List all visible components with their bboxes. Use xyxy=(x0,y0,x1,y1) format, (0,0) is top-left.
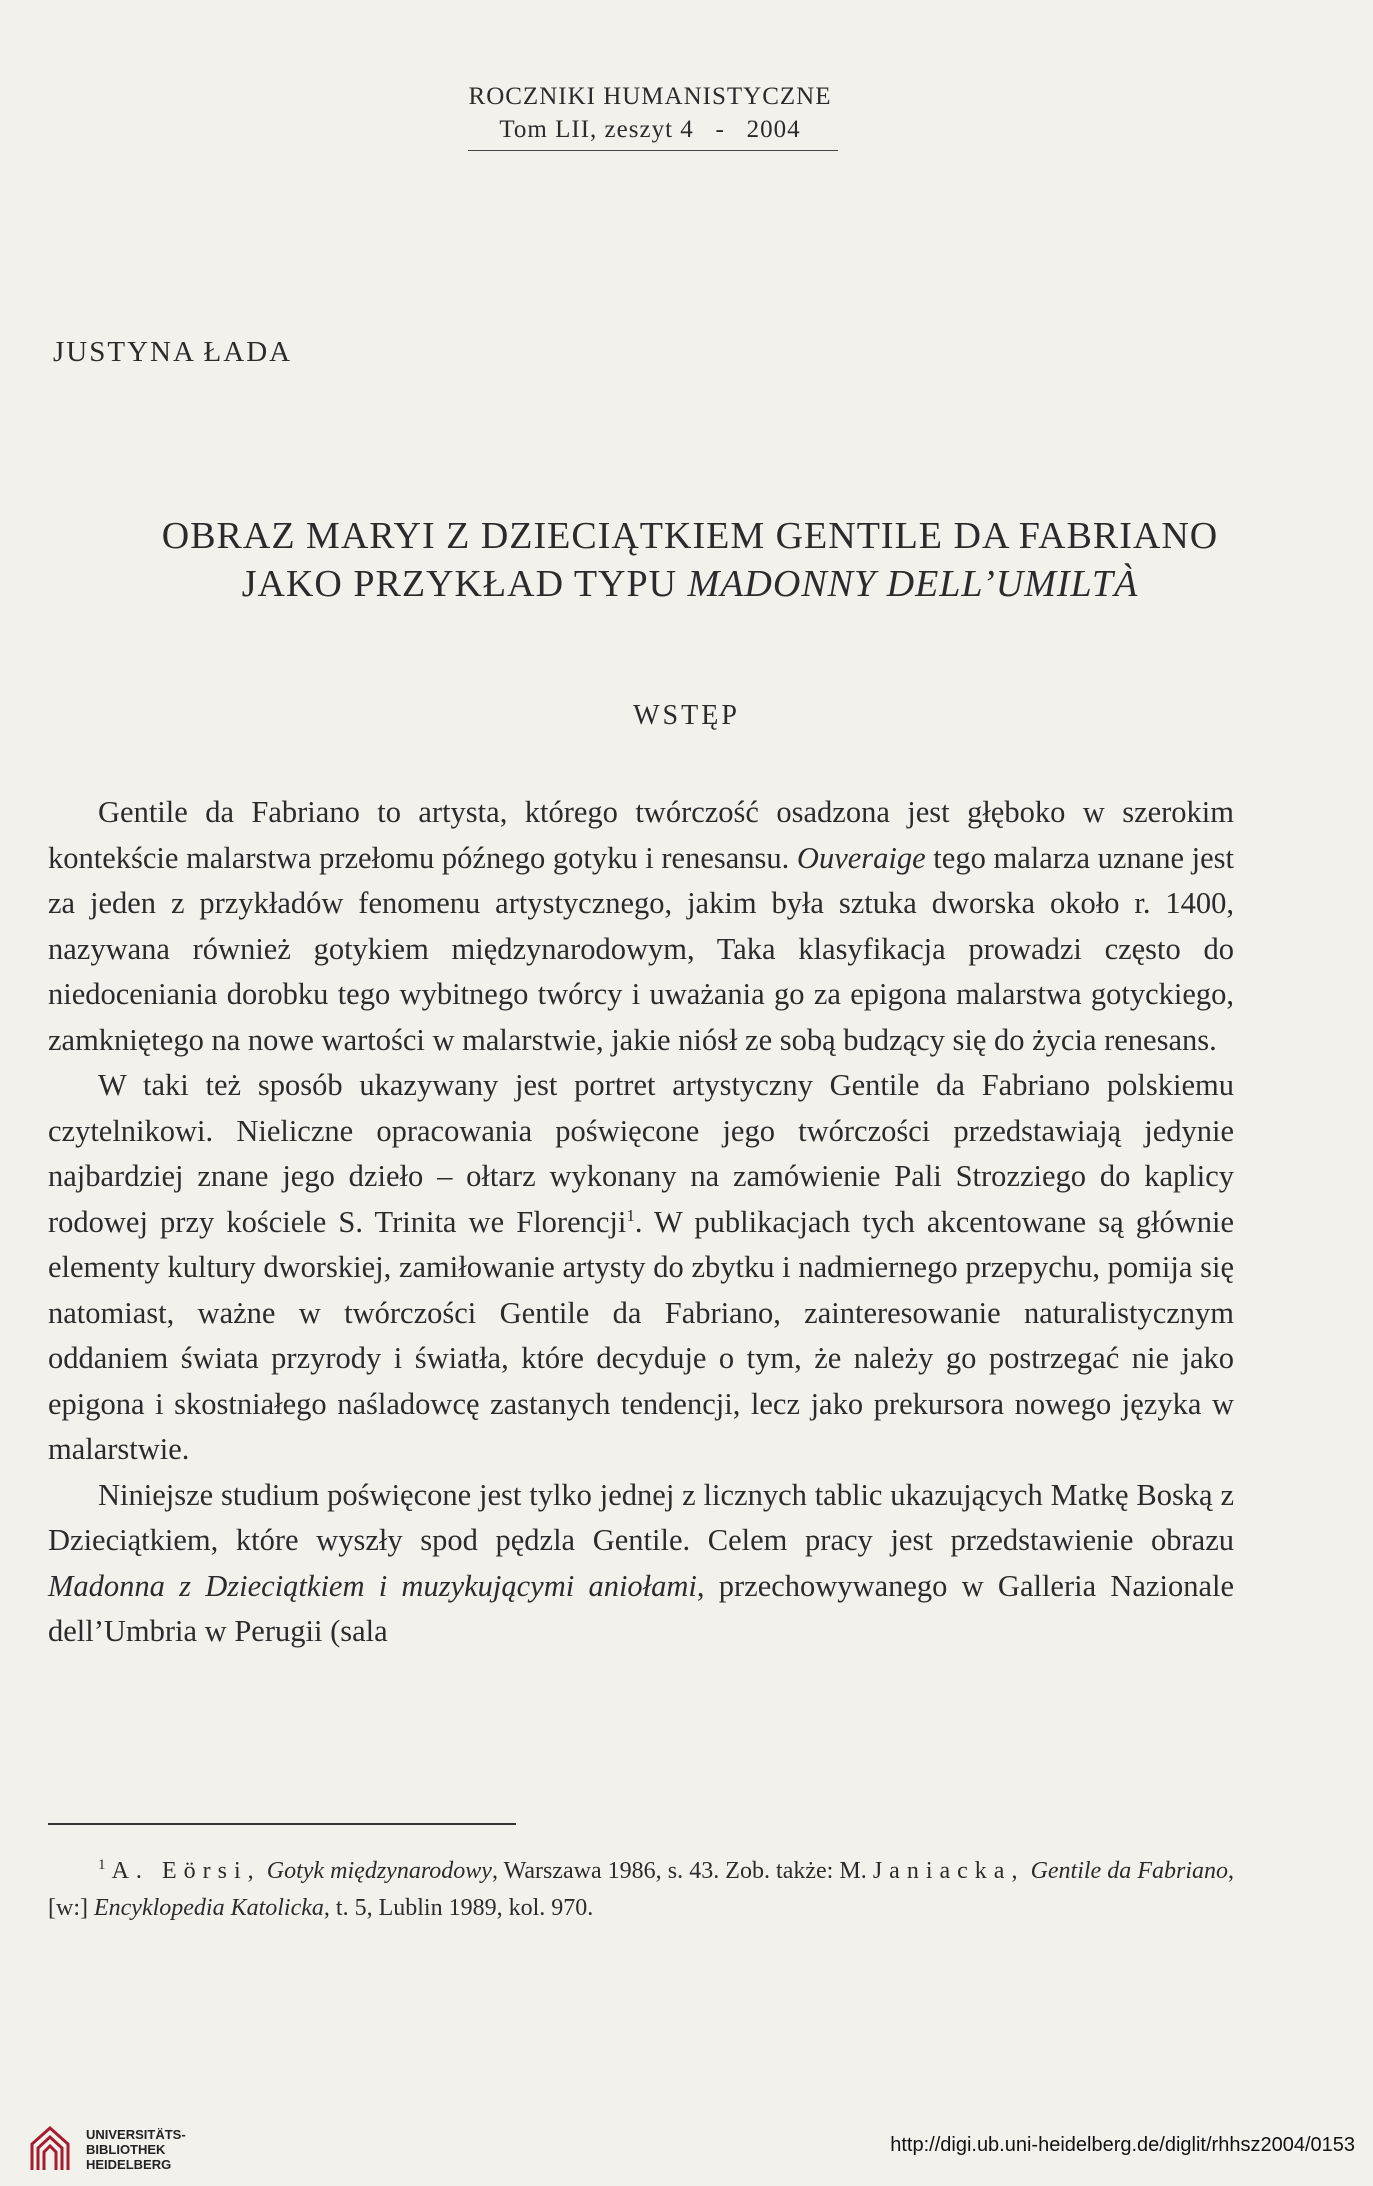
author-name: JUSTYNA ŁADA xyxy=(53,336,293,368)
footnote-ref: 1 xyxy=(626,1205,635,1225)
source-url-link[interactable]: http://digi.ub.uni-heidelberg.de/diglit/rhhsz2004/0153 xyxy=(890,2134,1355,2156)
title-line-2-italic: MADONNY DELL’UMILTÀ xyxy=(687,563,1139,605)
title-line-2 xyxy=(40,560,1340,608)
paragraph-3-text-a: Niniejsze studium poświęcone jest tylko jednej z licznych tablic ukazujących Matkę Boską z Dzieciątkiem, które wyszły spod pędzla Gentile. Celem pracy jest przedstawienie obrazu xyxy=(48,1477,1234,1557)
library-name-line-1: UNIVERSITÄTS- xyxy=(86,2126,186,2142)
body-text xyxy=(48,790,1234,1655)
footnote-rule xyxy=(48,1823,516,1825)
paragraph-2 xyxy=(48,1063,1234,1473)
footnote-author-1: A. Eörsi, xyxy=(111,1858,261,1884)
paragraph-1-text-a: Gentile da Fabriano to artysta, którego twórczość osadzona jest głęboko w szerokim kontekście malarstwa przełomu późnego gotyku i renesansu. xyxy=(48,795,1234,875)
paragraph-1-italic: Ouveraige xyxy=(796,840,926,875)
title-line-1: OBRAZ MARYI Z DZIECIĄTKIEM GENTILE DA FABRIANO xyxy=(161,515,1219,557)
library-logo[interactable] xyxy=(28,2122,328,2176)
footnote-rest-1: , Warszawa 1986, s. 43. Zob. także: M. xyxy=(491,1858,873,1884)
section-heading: WSTĘP xyxy=(633,700,740,731)
paragraph-1-text-b: tego malarza uznane jest za jeden z przykładów fenomenu artystycznego, jakim była sztuka dworska około r. 1400, nazywana również gotykiem międzynarodowym, Taka klasyfikacja prowadzi często do niedoceniania dorobku tego wybitnego twórcy i uważania go za epigona malarstwa gotyckiego, zamkniętego na nowe wartości w malarstwie, jakie niósł ze sobą budzący się do życia renesans. xyxy=(48,840,1234,1057)
footnote-work-2: Gentile da Fabriano xyxy=(1030,1858,1229,1884)
journal-name: ROCZNIKI HUMANISTYCZNE xyxy=(468,83,832,110)
footnote-rest-3: , t. 5, Lublin 1989, kol. 970. xyxy=(323,1895,594,1921)
paragraph-3 xyxy=(48,1473,1234,1655)
library-emblem-icon xyxy=(28,2124,72,2174)
journal-header xyxy=(430,80,870,151)
volume-line: Tom LII, zeszyt 4 - 2004 xyxy=(499,116,801,143)
footnote-number: 1 xyxy=(98,1857,106,1873)
library-name-line-3: HEIDELBERG xyxy=(86,2156,172,2172)
library-name-line-2: BIBLIOTHEK xyxy=(86,2141,166,2157)
footnote-rest-2: , [w:] xyxy=(48,1858,1241,1921)
footnote-work-3: Encyklopedia Katolicka xyxy=(93,1895,324,1921)
title-line-2-plain: JAKO PRZYKŁAD TYPU xyxy=(241,563,688,605)
paragraph-2-text-b: . W publikacjach tych akcentowane są głównie elementy kultury dworskiej, zamiłowanie artysty do zbytku i nadmiernego przepychu, pomija się natomiast, ważne w twórczości Gentile da Fabriano, zainteresowanie naturalistycznym oddaniem świata przyrody i światła, które decyduje o tym, że należy go postrzegać nie jako epigona i skostniałego naśladowcę zastanych tendencji, lecz jako prekursora nowego języka w malarstwie. xyxy=(48,1204,1234,1466)
paragraph-2-text-a: W taki też sposób ukazywany jest portret artystyczny Gentile da Fabriano polskiemu czytelnikowi. Nieliczne opracowania poświęcone jego twórczości przedstawiają jedynie najbardziej znane jego dzieło – ołtarz wykonany na zamówienie Pali Strozziego do kaplicy rodowej przy kościele S. Trinita we Florencji xyxy=(48,1068,1234,1239)
header-rule xyxy=(468,150,838,151)
footnote-1 xyxy=(48,1853,1241,1927)
paragraph-3-text-b: , przechowywanego w Galleria Nazionale dell’Umbria w Perugii (sala xyxy=(48,1568,1234,1648)
article-title xyxy=(40,512,1340,608)
paragraph-3-italic: Madonna z Dzieciątkiem i muzykującymi aniołami xyxy=(48,1568,697,1603)
footnote-author-2: Janiacka, xyxy=(872,1858,1025,1884)
library-name xyxy=(86,2127,186,2172)
paragraph-1 xyxy=(48,790,1234,1063)
footnote-work-1: Gotyk międzynarodowy xyxy=(266,1858,492,1884)
